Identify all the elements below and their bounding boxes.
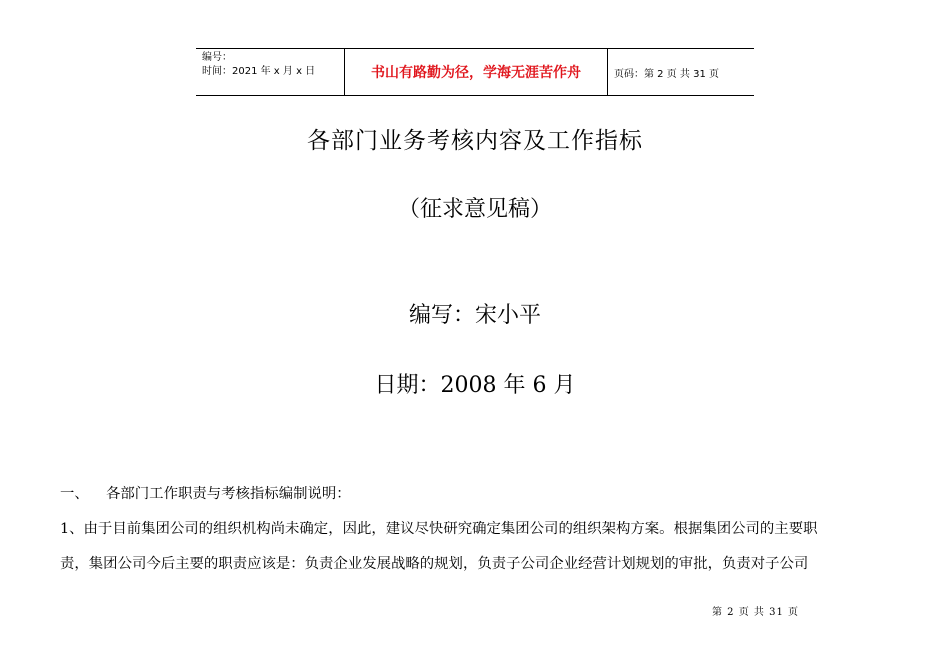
document-date: 日期：2008 年 6 月: [374, 373, 576, 398]
section-heading: [60, 482, 892, 503]
header-code-label: 编号：: [202, 52, 232, 63]
paragraph-line: 责，集团公司今后主要的职责应该是：负责企业发展战略的规划，负责子公司企业经营计划规划的审批，负责对子公司: [60, 556, 809, 572]
page-header-table: [196, 48, 754, 96]
header-meta-cell: [196, 49, 345, 96]
header-motto: 书山有路勤为径，学海无涯苦作舟: [345, 49, 608, 96]
paragraph-line: 1、由于目前集团公司的组织机构尚未确定，因此，建议尽快研究确定集团公司的组织架构方案。根据集团公司的主要职: [60, 521, 818, 537]
document-author: 编写：宋小平: [408, 303, 541, 328]
section-title: 各部门工作职责与考核指标编制说明：: [106, 486, 351, 502]
document-title: 各部门业务考核内容及工作指标: [307, 128, 643, 154]
page-footer: 第 2 页 共 31 页: [712, 607, 799, 618]
section-number: 一、: [60, 486, 89, 502]
document-subtitle: （征求意见稿）: [397, 197, 552, 222]
header-date-label: 时间：2021 年 x 月 x 日: [202, 66, 316, 77]
header-page-info: 页码：第 2 页 共 31 页: [608, 49, 755, 96]
